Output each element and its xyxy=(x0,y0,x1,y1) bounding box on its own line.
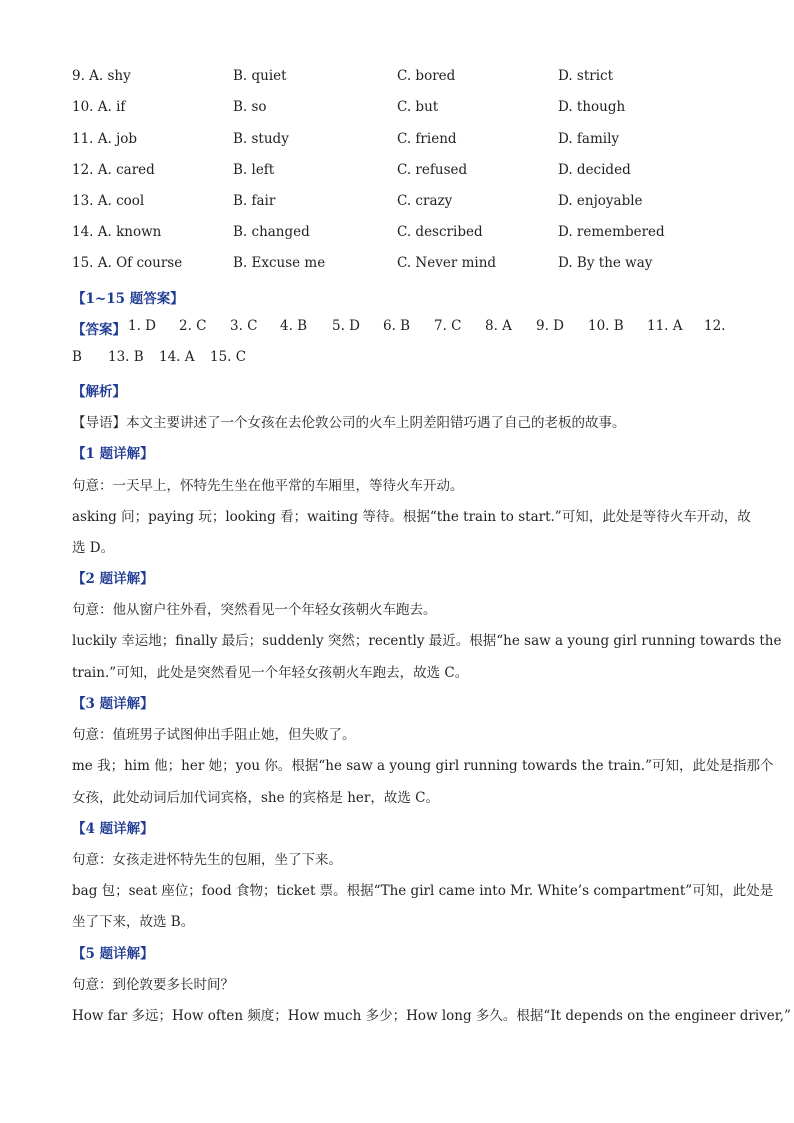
option-c: C. but xyxy=(397,99,439,115)
answer-heading: 【1~15 题答案】 xyxy=(72,291,184,307)
q2-explanation-line-1: luckily 幸运地；finally 最后；suddenly 突然；recently 最近。根据“he saw a young girl running towards the xyxy=(72,633,782,649)
options-row-10 xyxy=(72,99,732,119)
option-b: B. left xyxy=(233,162,275,178)
answer-item: 8. A xyxy=(485,318,512,334)
option-d: D. strict xyxy=(558,68,614,84)
q2-explanation-line-2: train.”可知，此处是突然看见一个年轻女孩朝火车跑去，故选 C。 xyxy=(72,665,469,681)
option-c: C. refused xyxy=(397,162,468,178)
answer-item: 11. A xyxy=(647,318,683,334)
q3-explanation-line-1: me 我；him 他；her 她；you 你。根据“he saw a young girl running towards the train.”可知，此处是指那个 xyxy=(72,758,774,774)
option-a: 11. A. job xyxy=(72,131,138,147)
guide-text: 【导语】本文主要讲述了一个女孩在去伦敦公司的火车上阴差阳错巧遇了自己的老板的故事。 xyxy=(72,415,626,431)
option-b: B. changed xyxy=(233,224,310,240)
option-d: D. enjoyable xyxy=(558,193,643,209)
option-a: 10. A. if xyxy=(72,99,126,115)
q3-meaning: 句意：值班男子试图伸出手阻止她，但失败了。 xyxy=(72,727,356,743)
answer-item: 9. D xyxy=(536,318,564,334)
option-a: 14. A. known xyxy=(72,224,162,240)
answer-key-line-1 xyxy=(72,318,724,338)
q5-meaning: 句意：到伦敦要多长时间？ xyxy=(72,977,234,993)
option-b: B. fair xyxy=(233,193,276,209)
q3-heading: 【3 题详解】 xyxy=(72,696,154,712)
answer-item: 5. D xyxy=(332,318,360,334)
answer-item: 13. B xyxy=(108,349,144,365)
answer-item: 12. xyxy=(704,318,726,334)
options-row-15 xyxy=(72,255,732,275)
answer-label: 【答案】 xyxy=(72,322,126,338)
q5-explanation-line-1: How far 多远；How often 频度；How much 多少；How long 多久。根据“It depends on the engineer driver,” xyxy=(72,1008,791,1024)
options-row-11 xyxy=(72,131,732,151)
q1-explanation-line-1: asking 问；paying 玩；looking 看；waiting 等待。根据“the train to start.”可知，此处是等待火车开动，故 xyxy=(72,509,751,525)
option-b: B. so xyxy=(233,99,267,115)
answer-key-line-2 xyxy=(72,349,724,369)
q1-explanation-line-2: 选 D。 xyxy=(72,540,115,556)
analysis-heading: 【解析】 xyxy=(72,384,126,400)
q4-explanation-line-1: bag 包；seat 座位；food 食物；ticket 票。根据“The girl came into Mr. White’s compartment”可知，此处是 xyxy=(72,883,774,899)
options-row-9 xyxy=(72,68,732,88)
option-b: B. Excuse me xyxy=(233,255,326,271)
option-d: D. family xyxy=(558,131,620,147)
answer-item: 14. A xyxy=(159,349,195,365)
option-c: C. Never mind xyxy=(397,255,497,271)
q3-explanation-line-2: 女孩，此处动词后加代词宾格，she 的宾格是 her，故选 C。 xyxy=(72,790,439,806)
q4-heading: 【4 题详解】 xyxy=(72,821,154,837)
option-d: D. decided xyxy=(558,162,631,178)
answer-item: 7. C xyxy=(434,318,462,334)
answer-item: 6. B xyxy=(383,318,411,334)
q2-heading: 【2 题详解】 xyxy=(72,571,154,587)
option-c: C. described xyxy=(397,224,483,240)
q4-meaning: 句意：女孩走进怀特先生的包厢，坐了下来。 xyxy=(72,852,342,868)
q1-meaning: 句意：一天早上，怀特先生坐在他平常的车厢里，等待火车开动。 xyxy=(72,478,464,494)
option-a: 15. A. Of course xyxy=(72,255,183,271)
answer-item: B xyxy=(72,349,82,365)
answer-item: 15. C xyxy=(210,349,247,365)
option-b: B. study xyxy=(233,131,289,147)
option-a: 12. A. cared xyxy=(72,162,155,178)
option-c: C. crazy xyxy=(397,193,453,209)
q2-meaning: 句意：他从窗户往外看，突然看见一个年轻女孩朝火车跑去。 xyxy=(72,602,437,618)
option-c: C. friend xyxy=(397,131,457,147)
option-a: 13. A. cool xyxy=(72,193,145,209)
option-d: D. By the way xyxy=(558,255,653,271)
answer-item: 10. B xyxy=(588,318,624,334)
option-d: D. remembered xyxy=(558,224,665,240)
options-row-14 xyxy=(72,224,732,244)
q5-heading: 【5 题详解】 xyxy=(72,946,154,962)
options-row-13 xyxy=(72,193,732,213)
option-d: D. though xyxy=(558,99,626,115)
answer-item: 4. B xyxy=(280,318,308,334)
options-row-12 xyxy=(72,162,732,182)
answer-item: 2. C xyxy=(179,318,207,334)
q1-heading: 【1 题详解】 xyxy=(72,446,154,462)
answer-item: 3. C xyxy=(230,318,258,334)
option-a: 9. A. shy xyxy=(72,68,131,84)
answer-item: 1. D xyxy=(128,318,156,334)
option-b: B. quiet xyxy=(233,68,287,84)
option-c: C. bored xyxy=(397,68,456,84)
q4-explanation-line-2: 坐了下来，故选 B。 xyxy=(72,914,195,930)
